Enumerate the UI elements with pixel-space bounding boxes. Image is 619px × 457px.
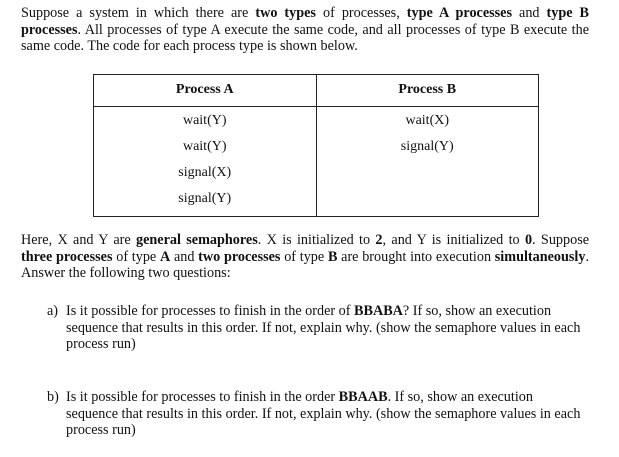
follow-text: of type [112,248,160,265]
process-b-header: Process B [316,75,539,107]
semaphore-paragraph [21,232,589,282]
intro-bold-type-a: type A processes [406,5,512,21]
process-code-table [93,74,539,217]
process-a-line: wait(Y) [182,113,227,128]
intro-paragraph [21,5,589,55]
question-b-order: BBAAB [338,389,388,405]
process-b-line: signal(Y) [400,139,454,154]
question-a-marker: a) [47,303,59,319]
follow-text: are brought into execution [337,248,495,265]
intro-bold-type-b: type B processes [21,5,590,38]
question-a-order: BBABA [354,303,403,319]
question-b [47,389,587,439]
process-a-header: Process A [94,75,317,107]
follow-bold: 2 [375,232,383,248]
intro-text: Suppose a system in which there are [21,5,256,21]
question-a-part: ? If so, show an execution sequence that results in this order. If not, explain why. (show the semaphore values in each process run) [66,303,581,352]
follow-bold: A [159,248,171,265]
follow-text: . Answer the following two questions: [21,248,589,281]
follow-bold: simultaneously [494,248,586,265]
process-b-line: wait(X) [405,113,450,128]
question-b-marker: b) [47,389,59,405]
question-b-part: Is it possible for processes to finish in the order [66,389,339,405]
intro-text: . All processes of type A execute the same code, and all processes of type B execute the same code. The code for each process type is shown below. [21,21,589,54]
follow-bold: general semaphores [136,232,258,248]
follow-bold: 0 [524,232,533,248]
follow-text: of type [280,248,328,265]
process-a-code-cell [94,107,317,217]
intro-text: and [512,5,547,21]
question-b-part: . If so, show an execution sequence that results in this order. If not, explain why. (show the semaphore values in each process run) [66,389,581,438]
follow-text: and [170,248,199,265]
intro-bold-two-types: two types [255,5,316,21]
intro-text: of processes, [315,5,407,21]
follow-text: Here, X and Y are [21,232,137,248]
question-a-part: Is it possible for processes to finish in the order of [66,303,355,319]
follow-bold: three processes [21,248,113,265]
process-b-code-cell [316,107,539,217]
process-a-line: signal(Y) [178,191,232,206]
process-a-line: wait(Y) [182,139,227,154]
process-a-line: signal(X) [178,165,232,180]
question-a [47,303,587,353]
follow-bold: two processes [198,248,281,265]
question-b-text [66,389,587,439]
question-a-text [66,303,587,353]
follow-bold: B [327,248,338,265]
follow-text: . X is initialized to [257,232,376,248]
follow-text: , and Y is initialized to [382,232,525,248]
follow-text: . Suppose [532,232,590,248]
